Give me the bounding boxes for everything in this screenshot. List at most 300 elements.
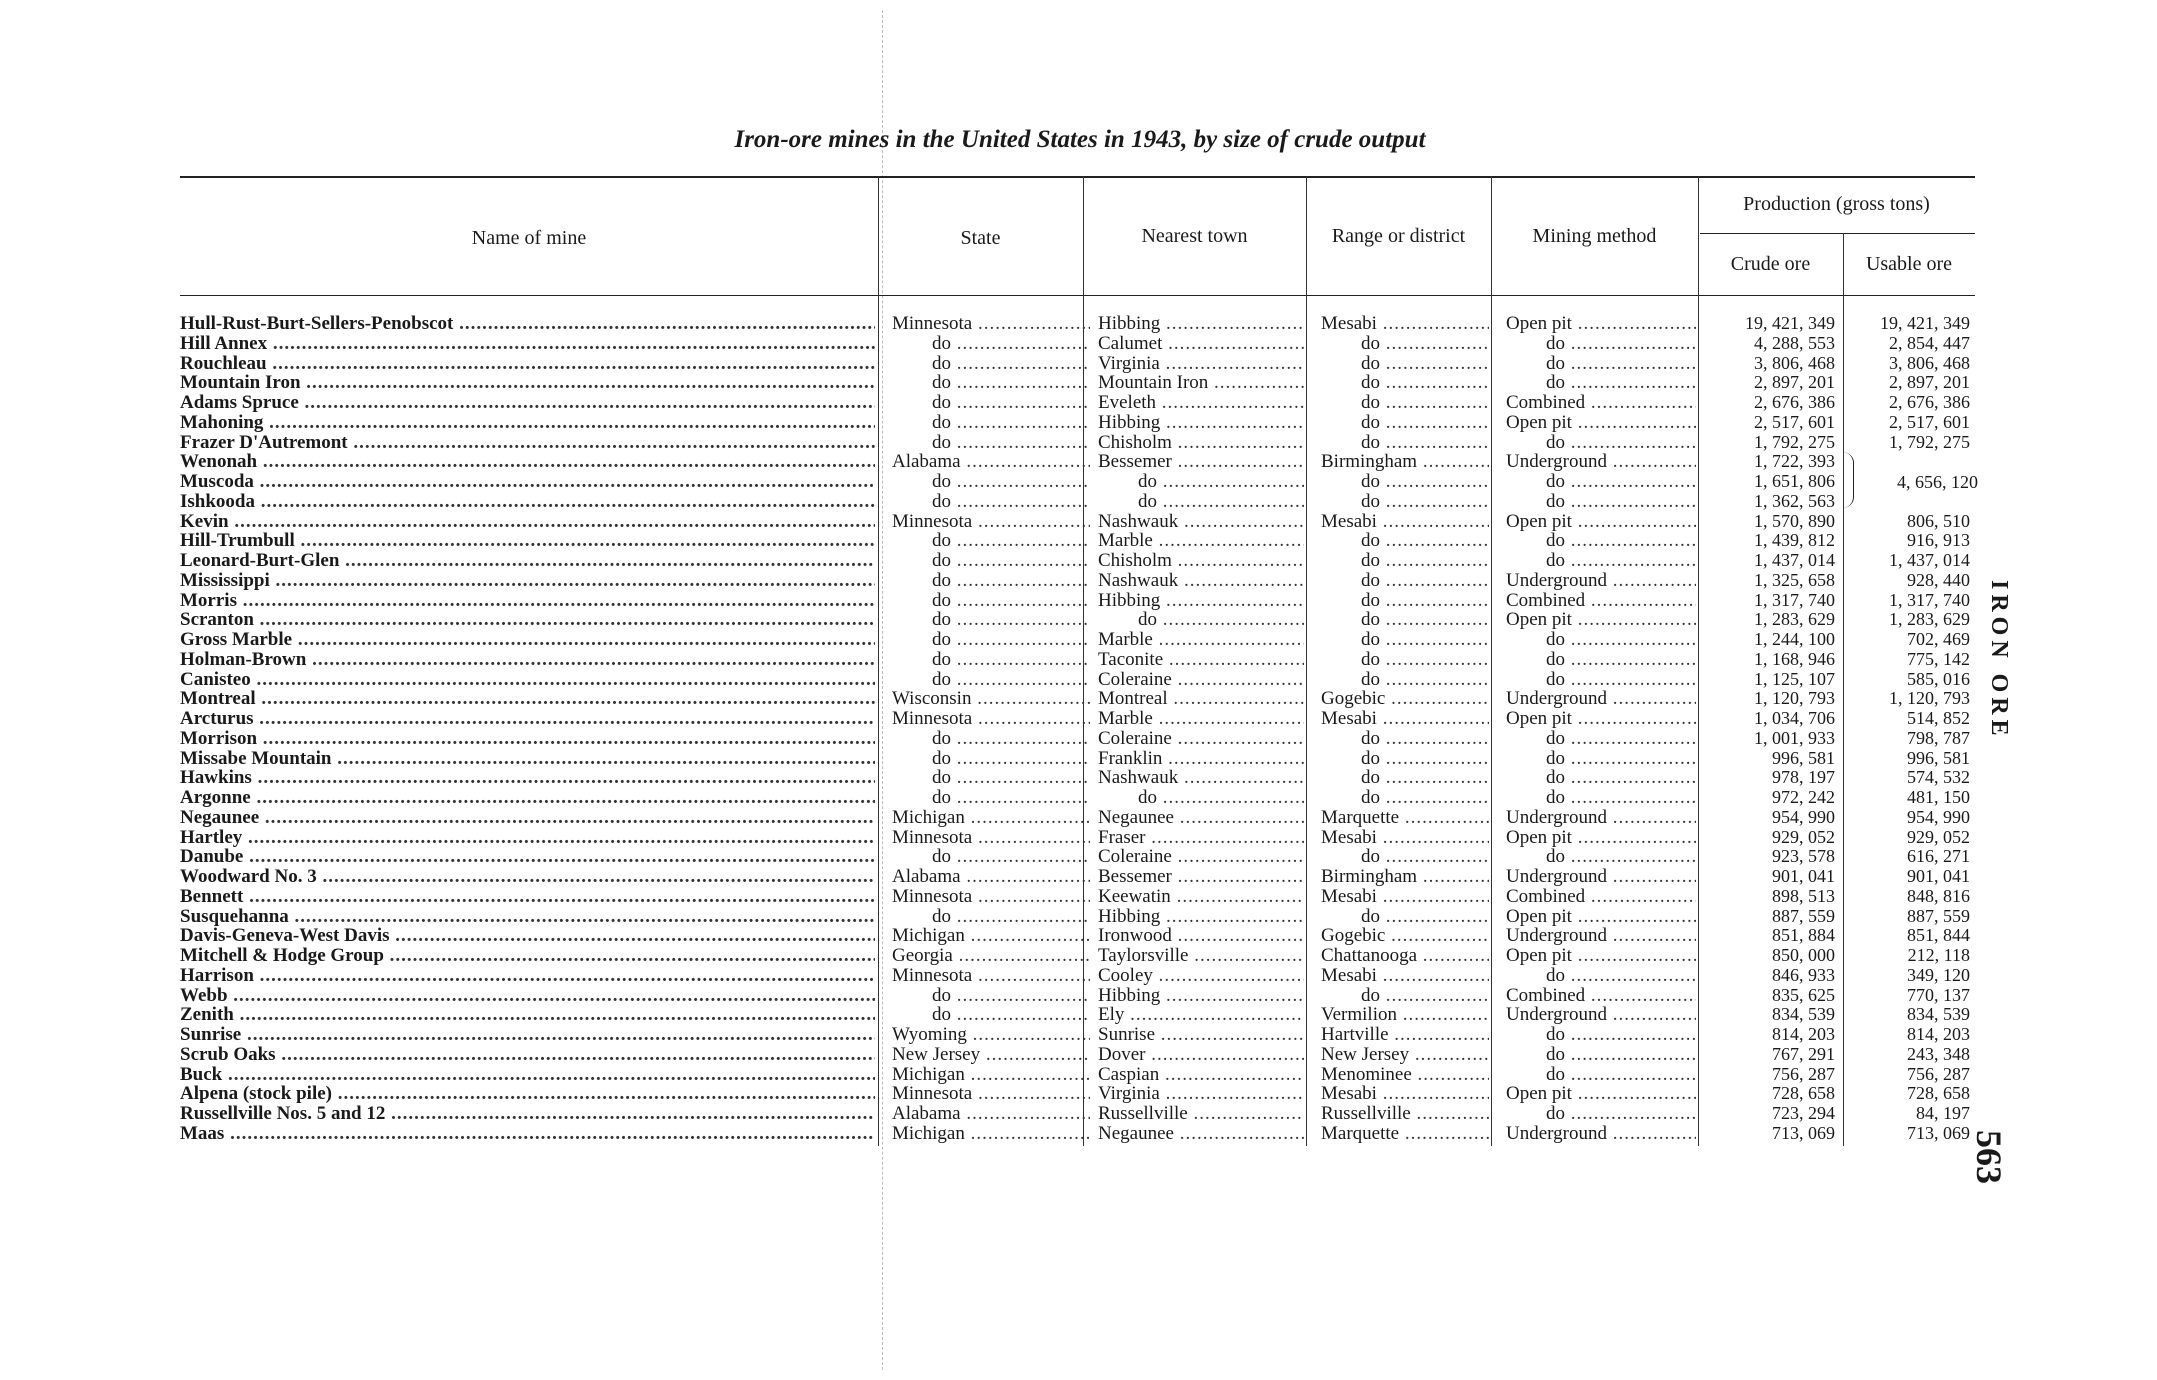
cell-range: Mesabi ..... — [1321, 1084, 1489, 1103]
cell-method: do ..... — [1506, 1065, 1696, 1084]
cell-state: Alabama ..... — [892, 1104, 1090, 1123]
cell-crude-ore: 1, 168, 946 — [1754, 648, 1835, 669]
cell-crude-ore: 901, 041 — [1772, 866, 1835, 886]
cell-name: Maas ..... — [180, 1124, 875, 1143]
cell-state: Minnesota ..... — [892, 709, 1090, 728]
cell-state: do ..... — [892, 610, 1090, 629]
cell-state: do ..... — [892, 373, 1090, 392]
cell-range: do ..... — [1321, 373, 1489, 392]
cell-name: Ishkooda ..... — [180, 492, 875, 511]
cell-crude-ore: 4, 288, 553 — [1754, 332, 1835, 353]
cell-town: Nashwauk ..... — [1098, 768, 1304, 787]
cell-name: Kevin ..... — [180, 512, 875, 531]
cell-state: do ..... — [892, 472, 1090, 491]
cell-town: Franklin ..... — [1098, 749, 1304, 768]
cell-town: Montreal ..... — [1098, 689, 1304, 708]
cell-usable-ore: 1, 317, 740 — [1889, 589, 1970, 610]
cell-range: do ..... — [1321, 986, 1489, 1005]
cell-method: do ..... — [1506, 334, 1696, 353]
cell-method: Open pit ..... — [1506, 314, 1696, 333]
cell-state: do ..... — [892, 729, 1090, 748]
cell-crude-ore: 1, 001, 933 — [1754, 727, 1835, 748]
header-production: Production (gross tons) — [1743, 193, 1930, 215]
cell-crude-ore: 1, 792, 275 — [1754, 431, 1835, 452]
cell-method: Combined ..... — [1506, 887, 1696, 906]
cell-method: do ..... — [1506, 492, 1696, 511]
cell-range: Mesabi ..... — [1321, 314, 1489, 333]
cell-usable-ore: 19, 421, 349 — [1880, 313, 1970, 333]
cell-range: do ..... — [1321, 847, 1489, 866]
grouped-usable-ore: 4, 656, 120 — [1897, 472, 1978, 492]
cell-method: do ..... — [1506, 531, 1696, 550]
cell-usable-ore: 243, 348 — [1907, 1043, 1970, 1064]
cell-name: Montreal ..... — [180, 689, 875, 708]
cell-town: do ..... — [1098, 472, 1304, 491]
cell-name: Adams Spruce ..... — [180, 393, 875, 412]
cell-name: Frazer D'Autremont ..... — [180, 433, 875, 452]
cell-method: do ..... — [1506, 1045, 1696, 1064]
cell-usable-ore: 212, 118 — [1907, 945, 1970, 965]
cell-name: Sunrise ..... — [180, 1025, 875, 1044]
cell-name: Mitchell & Hodge Group ..... — [180, 946, 875, 965]
cell-range: do ..... — [1321, 472, 1489, 491]
cell-usable-ore: 2, 517, 601 — [1889, 411, 1970, 432]
cell-name: Arcturus ..... — [180, 709, 875, 728]
cell-state: do ..... — [892, 334, 1090, 353]
cell-method: do ..... — [1506, 472, 1696, 491]
cell-name: Missabe Mountain ..... — [180, 749, 875, 768]
cell-name: Mahoning ..... — [180, 413, 875, 432]
cell-range: do ..... — [1321, 749, 1489, 768]
cell-method: Underground ..... — [1506, 867, 1696, 886]
cell-town: Ely ..... — [1098, 1005, 1304, 1024]
cell-crude-ore: 1, 283, 629 — [1754, 609, 1835, 630]
cell-usable-ore: 798, 787 — [1907, 727, 1970, 748]
cell-state: Minnesota ..... — [892, 887, 1090, 906]
cell-state: do ..... — [892, 670, 1090, 689]
cell-state: do ..... — [892, 1005, 1090, 1024]
cell-state: Michigan ..... — [892, 1124, 1090, 1143]
cell-name: Holman-Brown ..... — [180, 650, 875, 669]
cell-name: Mountain Iron ..... — [180, 373, 875, 392]
cell-usable-ore: 851, 844 — [1907, 925, 1970, 946]
cell-town: Russellville ..... — [1098, 1104, 1304, 1123]
cell-name: Russellville Nos. 5 and 12 ..... — [180, 1104, 875, 1123]
column-divider — [1306, 176, 1307, 1146]
cell-range: Mesabi ..... — [1321, 966, 1489, 985]
cell-usable-ore: 481, 150 — [1907, 787, 1970, 807]
cell-name: Webb ..... — [180, 986, 875, 1005]
cell-usable-ore: 574, 532 — [1907, 767, 1970, 788]
header-state: State — [960, 227, 1001, 249]
cell-town: Cooley ..... — [1098, 966, 1304, 985]
cell-town: Negaunee ..... — [1098, 808, 1304, 827]
column-divider — [878, 176, 879, 1146]
cell-usable-ore: 702, 469 — [1907, 629, 1970, 649]
cell-method: Underground ..... — [1506, 571, 1696, 590]
cell-name: Leonard-Burt-Glen ..... — [180, 551, 875, 570]
cell-town: Mountain Iron ..... — [1098, 373, 1304, 392]
cell-range: Mesabi ..... — [1321, 512, 1489, 531]
cell-usable-ore: 901, 041 — [1907, 866, 1970, 886]
cell-crude-ore: 767, 291 — [1772, 1043, 1835, 1064]
cell-method: Open pit ..... — [1506, 709, 1696, 728]
header-nearest-town: Nearest town — [1141, 225, 1248, 247]
cell-name: Scranton ..... — [180, 610, 875, 629]
cell-range: Marquette ..... — [1321, 1124, 1489, 1143]
cell-crude-ore: 851, 884 — [1772, 925, 1835, 946]
cell-range: do ..... — [1321, 630, 1489, 649]
cell-name: Hawkins ..... — [180, 768, 875, 787]
cell-crude-ore: 1, 244, 100 — [1754, 629, 1835, 649]
cell-state: do ..... — [892, 630, 1090, 649]
cell-name: Muscoda ..... — [180, 472, 875, 491]
cell-range: do ..... — [1321, 334, 1489, 353]
cell-crude-ore: 1, 317, 740 — [1754, 589, 1835, 610]
cell-method: do ..... — [1506, 630, 1696, 649]
cell-town: Chisholm ..... — [1098, 433, 1304, 452]
cell-method: do ..... — [1506, 354, 1696, 373]
cell-crude-ore: 1, 651, 806 — [1754, 471, 1835, 491]
cell-crude-ore: 1, 722, 393 — [1754, 451, 1835, 472]
cell-state: do ..... — [892, 591, 1090, 610]
cell-town: Virginia ..... — [1098, 1084, 1304, 1103]
cell-town: Coleraine ..... — [1098, 670, 1304, 689]
cell-crude-ore: 756, 287 — [1772, 1063, 1835, 1084]
cell-range: Gogebic ..... — [1321, 689, 1489, 708]
cell-method: Underground ..... — [1506, 1005, 1696, 1024]
cell-town: do ..... — [1098, 492, 1304, 511]
cell-method: do ..... — [1506, 847, 1696, 866]
cell-crude-ore: 1, 570, 890 — [1754, 510, 1835, 531]
cell-method: Combined ..... — [1506, 986, 1696, 1005]
cell-range: Chattanooga ..... — [1321, 946, 1489, 965]
cell-state: Minnesota ..... — [892, 966, 1090, 985]
cell-town: Calumet ..... — [1098, 334, 1304, 353]
cell-method: Combined ..... — [1506, 591, 1696, 610]
cell-usable-ore: 1, 120, 793 — [1889, 688, 1970, 709]
cell-range: do ..... — [1321, 610, 1489, 629]
cell-name: Hartley ..... — [180, 828, 875, 847]
cell-town: Bessemer ..... — [1098, 867, 1304, 886]
cell-method: Underground ..... — [1506, 926, 1696, 945]
cell-state: do ..... — [892, 433, 1090, 452]
cell-crude-ore: 2, 517, 601 — [1754, 411, 1835, 432]
cell-range: do ..... — [1321, 413, 1489, 432]
cell-name: Bennett ..... — [180, 887, 875, 906]
cell-range: do ..... — [1321, 551, 1489, 570]
cell-town: Hibbing ..... — [1098, 413, 1304, 432]
cell-state: Minnesota ..... — [892, 828, 1090, 847]
cell-method: do ..... — [1506, 1025, 1696, 1044]
cell-state: do ..... — [892, 749, 1090, 768]
cell-state: Wyoming ..... — [892, 1025, 1090, 1044]
cell-crude-ore: 846, 933 — [1772, 964, 1835, 985]
cell-state: do ..... — [892, 650, 1090, 669]
header-range-or-district: Range or district — [1331, 225, 1466, 247]
cell-range: Birmingham ..... — [1321, 867, 1489, 886]
cell-usable-ore: 728, 658 — [1907, 1083, 1970, 1104]
cell-state: Michigan ..... — [892, 808, 1090, 827]
cell-state: do ..... — [892, 531, 1090, 550]
cell-range: do ..... — [1321, 571, 1489, 590]
header-rule — [180, 295, 1975, 296]
cell-range: do ..... — [1321, 591, 1489, 610]
cell-town: Hibbing ..... — [1098, 591, 1304, 610]
cell-name: Rouchleau ..... — [180, 354, 875, 373]
cell-state: do ..... — [892, 788, 1090, 807]
cell-town: Sunrise ..... — [1098, 1025, 1304, 1044]
cell-method: Open pit ..... — [1506, 907, 1696, 926]
cell-crude-ore: 2, 897, 201 — [1754, 372, 1835, 393]
cell-range: do ..... — [1321, 729, 1489, 748]
cell-method: do ..... — [1506, 966, 1696, 985]
cell-name: Gross Marble ..... — [180, 630, 875, 649]
cell-crude-ore: 834, 539 — [1772, 1004, 1835, 1025]
cell-usable-ore: 2, 854, 447 — [1889, 332, 1970, 353]
cell-usable-ore: 770, 137 — [1907, 984, 1970, 1005]
cell-usable-ore: 814, 203 — [1907, 1024, 1970, 1044]
cell-town: Chisholm ..... — [1098, 551, 1304, 570]
cell-range: Hartville ..... — [1321, 1025, 1489, 1044]
cell-method: do ..... — [1506, 749, 1696, 768]
table-title: Iron-ore mines in the United States in 1943, by size of crude output — [734, 126, 1426, 153]
cell-town: Virginia ..... — [1098, 354, 1304, 373]
cell-crude-ore: 887, 559 — [1772, 905, 1835, 926]
column-divider — [1491, 176, 1492, 1146]
cell-range: do ..... — [1321, 907, 1489, 926]
cell-name: Morrison ..... — [180, 729, 875, 748]
cell-usable-ore: 1, 792, 275 — [1889, 431, 1970, 452]
cell-town: Bessemer ..... — [1098, 452, 1304, 471]
cell-crude-ore: 1, 325, 658 — [1754, 569, 1835, 590]
cell-town: Dover ..... — [1098, 1045, 1304, 1064]
cell-state: Minnesota ..... — [892, 512, 1090, 531]
cell-state: do ..... — [892, 986, 1090, 1005]
cell-usable-ore: 756, 287 — [1907, 1063, 1970, 1084]
cell-state: Wisconsin ..... — [892, 689, 1090, 708]
cell-method: Open pit ..... — [1506, 610, 1696, 629]
cell-method: Open pit ..... — [1506, 828, 1696, 847]
cell-usable-ore: 616, 271 — [1907, 846, 1970, 867]
cell-town: Taylorsville ..... — [1098, 946, 1304, 965]
cell-town: Marble ..... — [1098, 709, 1304, 728]
cell-method: Underground ..... — [1506, 452, 1696, 471]
cell-town: Nashwauk ..... — [1098, 571, 1304, 590]
running-header: IRON ORE — [1986, 580, 2012, 741]
page-fold — [882, 10, 883, 1370]
cell-range: Mesabi ..... — [1321, 828, 1489, 847]
cell-name: Davis-Geneva-West Davis ..... — [180, 926, 875, 945]
cell-range: do ..... — [1321, 531, 1489, 550]
cell-usable-ore: 775, 142 — [1907, 648, 1970, 669]
cell-state: Alabama ..... — [892, 452, 1090, 471]
cell-crude-ore: 1, 034, 706 — [1754, 708, 1835, 728]
cell-name: Alpena (stock pile) ..... — [180, 1084, 875, 1103]
cell-state: Minnesota ..... — [892, 1084, 1090, 1103]
cell-usable-ore: 916, 913 — [1907, 530, 1970, 551]
cell-crude-ore: 2, 676, 386 — [1754, 392, 1835, 412]
cell-crude-ore: 835, 625 — [1772, 984, 1835, 1005]
cell-name: Danube ..... — [180, 847, 875, 866]
cell-crude-ore: 728, 658 — [1772, 1083, 1835, 1104]
cell-usable-ore: 848, 816 — [1907, 885, 1970, 906]
header-crude-ore: Crude ore — [1730, 253, 1811, 275]
cell-method: do ..... — [1506, 650, 1696, 669]
cell-range: do ..... — [1321, 492, 1489, 511]
header-mining-method: Mining method — [1532, 225, 1657, 247]
cell-usable-ore: 1, 283, 629 — [1889, 609, 1970, 630]
cell-town: do ..... — [1098, 788, 1304, 807]
cell-name: Buck ..... — [180, 1065, 875, 1084]
cell-crude-ore: 929, 052 — [1772, 826, 1835, 847]
cell-method: do ..... — [1506, 551, 1696, 570]
cell-method: Underground ..... — [1506, 808, 1696, 827]
cell-name: Hill-Trumbull ..... — [180, 531, 875, 550]
cell-town: Hibbing ..... — [1098, 314, 1304, 333]
cell-range: do ..... — [1321, 354, 1489, 373]
cell-usable-ore: 996, 581 — [1907, 747, 1970, 768]
cell-crude-ore: 1, 437, 014 — [1754, 550, 1835, 570]
cell-method: Open pit ..... — [1506, 413, 1696, 432]
cell-method: do ..... — [1506, 1104, 1696, 1123]
header-usable-ore: Usable ore — [1865, 253, 1953, 275]
cell-state: do ..... — [892, 847, 1090, 866]
cell-crude-ore: 814, 203 — [1772, 1024, 1835, 1044]
cell-method: do ..... — [1506, 729, 1696, 748]
cell-method: do ..... — [1506, 768, 1696, 787]
cell-state: Michigan ..... — [892, 926, 1090, 945]
cell-range: do ..... — [1321, 670, 1489, 689]
cell-state: do ..... — [892, 551, 1090, 570]
cell-usable-ore: 349, 120 — [1907, 964, 1970, 985]
column-divider — [1843, 233, 1844, 1146]
cell-name: Wenonah ..... — [180, 452, 875, 471]
cell-crude-ore: 19, 421, 349 — [1745, 313, 1835, 333]
cell-name: Scrub Oaks ..... — [180, 1045, 875, 1064]
cell-usable-ore: 3, 806, 468 — [1889, 352, 1970, 373]
cell-range: do ..... — [1321, 650, 1489, 669]
cell-town: Fraser ..... — [1098, 828, 1304, 847]
header-name-of-mine: Name of mine — [471, 227, 587, 249]
cell-crude-ore: 723, 294 — [1772, 1103, 1835, 1123]
cell-method: Open pit ..... — [1506, 946, 1696, 965]
cell-crude-ore: 972, 242 — [1772, 787, 1835, 807]
cell-name: Hill Annex ..... — [180, 334, 875, 353]
cell-method: Underground ..... — [1506, 1124, 1696, 1143]
cell-town: do ..... — [1098, 610, 1304, 629]
cell-state: do ..... — [892, 571, 1090, 590]
cell-state: New Jersey ..... — [892, 1045, 1090, 1064]
cell-town: Negaunee ..... — [1098, 1124, 1304, 1143]
cell-name: Harrison ..... — [180, 966, 875, 985]
cell-range: Marquette ..... — [1321, 808, 1489, 827]
cell-crude-ore: 1, 125, 107 — [1754, 668, 1835, 689]
cell-method: Open pit ..... — [1506, 512, 1696, 531]
cell-range: Menominee ..... — [1321, 1065, 1489, 1084]
cell-town: Nashwauk ..... — [1098, 512, 1304, 531]
cell-crude-ore: 1, 120, 793 — [1754, 688, 1835, 709]
cell-name: Zenith ..... — [180, 1005, 875, 1024]
cell-range: do ..... — [1321, 788, 1489, 807]
production-subheader-rule — [1700, 233, 1975, 234]
cell-usable-ore: 954, 990 — [1907, 806, 1970, 827]
cell-town: Marble ..... — [1098, 531, 1304, 550]
cell-range: Gogebic ..... — [1321, 926, 1489, 945]
cell-town: Coleraine ..... — [1098, 729, 1304, 748]
cell-method: do ..... — [1506, 788, 1696, 807]
cell-usable-ore: 1, 437, 014 — [1889, 550, 1970, 570]
page-number: 563 — [1969, 1130, 2009, 1184]
cell-usable-ore: 514, 852 — [1907, 708, 1970, 728]
cell-method: Combined ..... — [1506, 393, 1696, 412]
cell-usable-ore: 806, 510 — [1907, 510, 1970, 531]
cell-range: do ..... — [1321, 768, 1489, 787]
cell-town: Keewatin ..... — [1098, 887, 1304, 906]
cell-crude-ore: 996, 581 — [1772, 747, 1835, 768]
cell-town: Ironwood ..... — [1098, 926, 1304, 945]
cell-town: Taconite ..... — [1098, 650, 1304, 669]
cell-range: Vermilion ..... — [1321, 1005, 1489, 1024]
cell-name: Mississippi ..... — [180, 571, 875, 590]
column-divider — [1698, 176, 1699, 1146]
cell-name: Hull-Rust-Burt-Sellers-Penobscot ..... — [180, 314, 875, 333]
cell-crude-ore: 954, 990 — [1772, 806, 1835, 827]
cell-crude-ore: 1, 362, 563 — [1754, 490, 1835, 511]
cell-method: Underground ..... — [1506, 689, 1696, 708]
cell-range: New Jersey ..... — [1321, 1045, 1489, 1064]
cell-state: do ..... — [892, 768, 1090, 787]
cell-crude-ore: 978, 197 — [1772, 767, 1835, 788]
cell-crude-ore: 898, 513 — [1772, 885, 1835, 906]
cell-name: Canisteo ..... — [180, 670, 875, 689]
cell-name: Woodward No. 3 ..... — [180, 867, 875, 886]
cell-state: Michigan ..... — [892, 1065, 1090, 1084]
cell-usable-ore: 887, 559 — [1907, 905, 1970, 926]
cell-name: Argonne ..... — [180, 788, 875, 807]
cell-town: Marble ..... — [1098, 630, 1304, 649]
cell-state: do ..... — [892, 354, 1090, 373]
cell-range: Russellville ..... — [1321, 1104, 1489, 1123]
cell-usable-ore: 929, 052 — [1907, 826, 1970, 847]
cell-town: Coleraine ..... — [1098, 847, 1304, 866]
cell-crude-ore: 3, 806, 468 — [1754, 352, 1835, 373]
cell-usable-ore: 585, 016 — [1907, 668, 1970, 689]
cell-state: Georgia ..... — [892, 946, 1090, 965]
cell-name: Negaunee ..... — [180, 808, 875, 827]
cell-range: do ..... — [1321, 433, 1489, 452]
cell-state: do ..... — [892, 413, 1090, 432]
cell-state: do ..... — [892, 907, 1090, 926]
cell-range: Mesabi ..... — [1321, 887, 1489, 906]
cell-state: do ..... — [892, 492, 1090, 511]
cell-crude-ore: 923, 578 — [1772, 846, 1835, 867]
cell-name: Morris ..... — [180, 591, 875, 610]
cell-range: do ..... — [1321, 393, 1489, 412]
cell-method: do ..... — [1506, 670, 1696, 689]
cell-usable-ore: 2, 676, 386 — [1889, 392, 1970, 412]
cell-crude-ore: 1, 439, 812 — [1754, 530, 1835, 551]
cell-usable-ore: 713, 069 — [1907, 1122, 1970, 1143]
cell-method: Open pit ..... — [1506, 1084, 1696, 1103]
cell-usable-ore: 2, 897, 201 — [1889, 372, 1970, 393]
top-rule — [180, 176, 1975, 178]
cell-state: do ..... — [892, 393, 1090, 412]
cell-method: do ..... — [1506, 373, 1696, 392]
cell-state: Minnesota ..... — [892, 314, 1090, 333]
cell-crude-ore: 850, 000 — [1772, 945, 1835, 965]
cell-usable-ore: 84, 197 — [1916, 1103, 1970, 1123]
